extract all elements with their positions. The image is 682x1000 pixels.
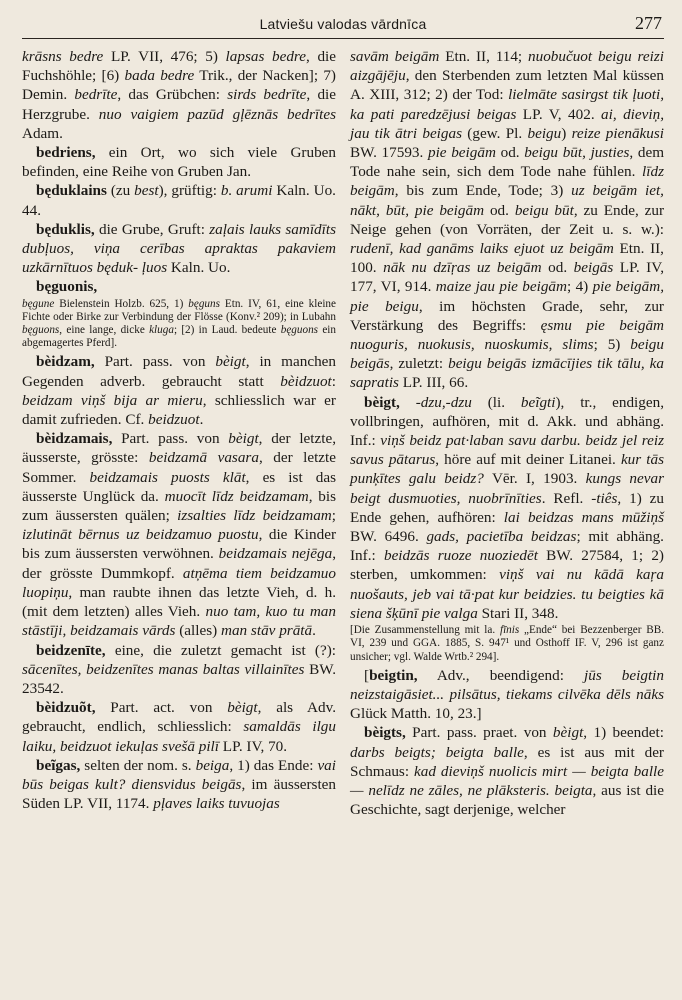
dictionary-entry: bèidzuõt, Part. act. von bèigt, als Adv. gebraucht, endlich, schliesslich: samaldās ilgu laiku, beidzuot iekuļas svešā pilī LP. IV, 70. <box>22 699 336 755</box>
right-column <box>350 47 664 819</box>
page-number: 277 <box>635 13 662 33</box>
dictionary-entry: bèidzamais, Part. pass. von bèigt, der letzte, äusserste, grösste: beidzamā vasara, der letzte Sommer. beidzamais puosts klāt, es ist das äusserste Unglück da. muocīt līdz beidzamam, bis zum äussersten quälen; izsalties līdz beidzamam; izlutināt bērnus uz beidzamuo puostu, die Kinder bis zum äussersten verwöhnen. beidzamais nejēga, der grösste Dummkopf. atņēma tiem beidzamuo luopiņu, man raubte ihnen das letzte Vieh, d. h. (mit dem letzten) alles Vieh. nuo tam, kuo tu man stāstīji, beidzamais vārds (alles) man stāv prātā. <box>22 430 337 640</box>
dictionary-entry: beĩgas, selten der nom. s. beiga, 1) das Ende: vai būs beigas kult? diensvidus beigās, im äussersten Süden LP. VII, 1174. pļaves laiks tuvuojas <box>22 756 337 813</box>
dictionary-entry: będuklis, die Grube, Gruft: zaļais lauks samīdīts dubļuos, viņa cerības apraktas pakaviem uzkārnītuos będuk- ļuos Kaln. Uo. <box>22 220 336 277</box>
running-title: Latviešu valodas vārdnīca <box>259 16 427 32</box>
dictionary-entry: bèigt, -dzu,-dzu (li. beĩgti), tr., endigen, vollbringen, aufhören, mit d. Akk. und abhäng. Inf.: viņš beidz pat·laban savu darbu. beidz jel reiz savus pātarus, höre auf mit deiner Litanei. kur tās punķītes galu beidz? Vēr. I, 1903. kungs nevar beigt dusmuoties, nuobrīnīties. Refl. -tiês, 1) zu Ende gehen, aufhören: lai beidzas mans mūžiņš BW. 6496. gads, pacietība beidzas; mit abhäng. Inf.: beidzās ruoze nuoziedēt BW. 27584, 1; 2) sterben, umkommen: viņš vai nu kādā kaŗa nuošauts, jeb vai tā·pat kur beidzies. tu beigties kā siena šķūnī pie valga Stari II, 348. <box>350 393 665 622</box>
dictionary-entry: [beigtin, Adv., beendigend: jūs beigtin neizstaigāsiet... pilsātus, tiekams cilvēka dēls nāks Glück Matth. 10, 23.] <box>350 666 664 723</box>
dictionary-entry: bèidzam, Part. pass. von bèigt, in manchen Gegenden adverb. gebraucht statt bèidzuot: beidzam viņš bija ar mieru, schliesslich war er damit zufrieden. Cf. beidzuot. <box>22 353 336 429</box>
dictionary-entry: bedriens, ein Ort, wo sich viele Gruben befinden, eine Reihe von Gruben Jan. <box>22 144 336 181</box>
dictionary-entry: będuklains (zu best), grüftig: b. arumi Kaln. Uo. 44. <box>22 182 336 219</box>
text-columns <box>22 47 664 819</box>
left-column <box>22 47 336 819</box>
etymology-note: bęgune Bielenstein Holzb. 625, 1) bęguns Etn. IV, 61, eine kleine Fichte oder Birke zur Verbindung der Flösse (Konv.² 209); in Lubahn bęguons, eine lange, dicke kluga; [2) in Laud. bedeute bęguons ein abgemagertes Pferd]. <box>22 297 336 350</box>
dictionary-entry: krāsns bedre LP. VII, 476; 5) lapsas bedre, die Fuchshöhle; [6) bada bedre Trik., der Nacken]; 7) Demin. bedrīte, das Grübchen: sirds bedrīte, die Herzgrube. nuo vaigiem pazūd gļēznās bedrītes Adam. <box>22 48 336 142</box>
dictionary-entry: savām beigām Etn. II, 114; nuobučuot beigu reizi aizgājēju, den Sterbenden zum letzten Mal küssen A. XIII, 312; 2) der Tod: lielmāte sasirgst tik ļuoti, ka pati paredzējusi beigas LP. V, 402. ai, dieviņ, jau tik ātri beigas (gew. Pl. beigu) reize pienākusi BW. 17593. pie beigām od. beigu būt, justies, dem Tode nahe sein, sich dem Tode nahe fühlen. līdz beigām, bis zum Ende, Tode; 3) uz beigām iet, nākt, būt, pie beigām od. beigu būt, zu Ende, zur Neige gehen (von Vorräten, der Zeit u. s. w.): rudenī, kad ganāms laiks ejuot uz beigām Etn. II, 100. nāk nu dzīŗas uz beigām od. beigās LP. IV, 177, VI, 914. maize jau pie beigām; 4) pie beigām, pie beigu, im höchsten Grade, sehr, zur Verstärkung des Begriffs: ęsmu pie beigām nuoguris, nuokusis, nuoskumis, slims; 5) beigu beigās, zuletzt: beigu beigās izmācījies tik tālu, ka sapratis LP. III, 66. <box>350 48 665 392</box>
dictionary-entry: bęguonis, <box>36 278 98 296</box>
dictionary-entry: bèigts, Part. pass. praet. von bèigt, 1) beendet: darbs beigts; beigta balle, es ist aus mit der Schmaus: kad dieviņš nuolicis mirt — beigta balle — nelīdz ne zāles, ne plāksteris. beigta, aus ist die Geschichte, sagt derjenige, welcher <box>350 724 664 819</box>
etymology-note: [Die Zusammenstellung mit la. fīnis „Ende“ bei Bezzenberger BB. VI, 239 und GGA. 1885, S. 947¹ und Osthoff IF. V, 296 ist ganz unsicher; vgl. Walde Wrtb.² 294]. <box>350 624 664 663</box>
page-header <box>22 10 664 39</box>
dictionary-entry: beidzenīte, eine, die zuletzt gemacht ist (?): sācenītes, beidzenītes manas baltas villainītes BW. 23542. <box>22 641 337 697</box>
